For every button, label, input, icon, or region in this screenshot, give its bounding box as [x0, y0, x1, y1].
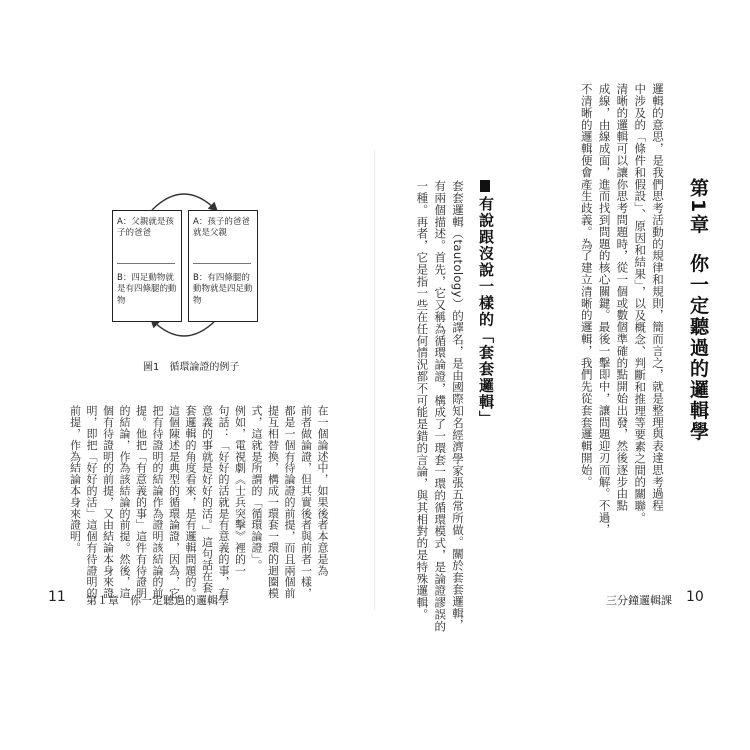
figure-circular-argument [112, 190, 262, 365]
body-line: 式，這就是所謂的「循環論證」。 [250, 405, 263, 571]
section-line: 有兩個描述。首先，它又稱為循環論證，構成了一環套一環的循環模式，是論證謬誤的 [433, 180, 448, 633]
intro-line: 邏輯的意思，是我們思考活動的規律和規則，簡而言之，就是整理與表達思考過程 [651, 83, 665, 512]
box-a-right: A：孩子的爸爸就是父親 [193, 217, 250, 239]
intro-line: 成線，由線成面，進而找到問題的核心關鍵。最後一擊即中，讓問題迎刃而解。不過， [597, 83, 612, 536]
page-number-left: 11 [48, 589, 66, 605]
footer-book-title: 三分鐘邏輯課 [606, 594, 672, 607]
figure-caption: 圖1 循環論證的例子 [143, 362, 240, 373]
intro-text [577, 83, 666, 535]
section-line: 一種。再者，它是指一些在任何情況都不可能是錯的言論，與其相對的是特殊邏輯。 [415, 180, 430, 621]
chapter-title [685, 178, 712, 442]
body-line: 把有待證明的結論作為證明該結論的前 [151, 405, 164, 599]
figure-box-left [112, 210, 182, 322]
body-line: 在一個論述中，如果後者本意是為 [316, 405, 329, 576]
bottom-arrow [152, 320, 216, 336]
chapter-title-text: 你一定聽過的邏輯學 [687, 253, 709, 443]
page-number-right: 10 [686, 589, 704, 605]
body-line: 套邏輯的角度看來，是有邏輯問題的。 [184, 405, 197, 599]
intro-line: 清晰的邏輯可以讓你思考問題時，從一個或數個準確的點開始出發，然後逐步由點 [615, 83, 630, 512]
box-a-left: A：父親就是孩子的爸爸 [117, 217, 174, 239]
body-line: 這個陳述是典型的循環論證，因為，它 [167, 405, 181, 599]
box-b-left: B：四足動物就是有四條腿的動物 [117, 273, 177, 306]
top-arrow [152, 194, 216, 210]
section-line: 套套邏輯（tautology）的譯名，是由國際知名經濟學家張五常所做。關於套套邏輯， [451, 180, 465, 632]
section-heading: 有說跟沒說一樣的「套套邏輯」 [477, 196, 495, 427]
chapter-label: 第1章 [687, 178, 709, 236]
body-line: 明，即把「好好的活」這個有待證明的 [85, 405, 98, 599]
section-heading-marker [480, 180, 490, 192]
body-line: 例如，電視劇《士兵突擊》裡的一 [233, 405, 247, 576]
body-line: 提。他把「有意義的事」這件有待證明 [134, 405, 148, 599]
box-divider [193, 263, 251, 264]
box-divider [117, 263, 175, 264]
figure-box-right [188, 210, 258, 322]
body-line: 句話：「好好的活就是有意義的事，有 [217, 405, 230, 599]
footer-chapter-title: 第１章 你一定聽過的邏輯學 [86, 594, 229, 607]
body-line: 都是一個有待論證的前提，而且兩個前 [283, 405, 296, 599]
body-line: 意義的事就是好好的活。」這句話在套 [200, 405, 214, 594]
intro-line: 中涉及的「條件和假設」、原因和結果」，以及概念、判斷和推理等要素之間的關聯。 [633, 83, 648, 524]
page-gutter [374, 150, 375, 610]
body-line: 提互相替換，構成一環套一環的迴圈模 [266, 405, 280, 599]
intro-line: 不清晰的邏輯便會產生歧義。為了建立清晰的邏輯，我們先從套套邏輯開始。 [579, 83, 594, 488]
body-line: 前提，作為結論本身來證明。 [68, 405, 82, 554]
box-b-right: B：有四條腿的動物就是四足動物 [193, 273, 253, 306]
body-line: 個有待證明的前提，又由結論本身來證 [101, 405, 115, 599]
body-line: 前者做論證，但其實後者與前者一樣， [299, 405, 313, 599]
section-text [413, 180, 466, 632]
body-line: 的結論，作為該結論的前提。然後，這 [118, 405, 131, 599]
left-body-text [66, 405, 330, 599]
